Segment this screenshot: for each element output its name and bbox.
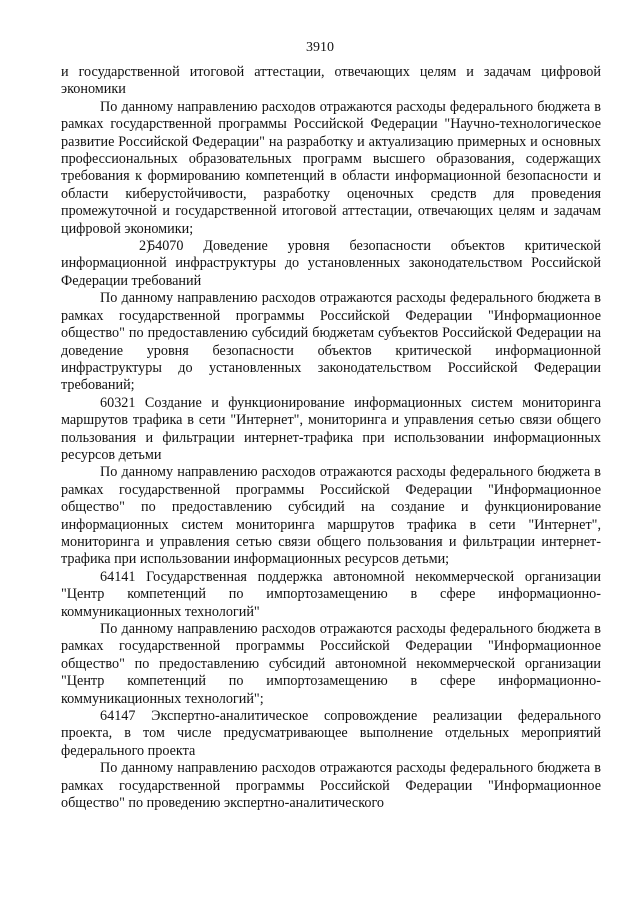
paragraph-expense-item xyxy=(61,238,601,290)
paragraph-description: По данному направлению расходов отражаются расходы федерального бюджета в рамках государственной программы Российской Федерации "Информационное общество" по проведению экспертно-аналитического xyxy=(61,760,601,812)
paragraph-description: По данному направлению расходов отражаются расходы федерального бюджета в рамках государственной программы Российской Федерации "Информационное общество" по предоставлению субсидий бюджетам субъектов Российской Федерации на доведение уровня безопасности объектов критической информационной инфраструктуры до установленных законодательством Российской Федерации требований; xyxy=(61,290,601,394)
item-text: 54070 Доведение уровня безопасности объектов критической информационной инфраструктуры до установленных законодательством Российской Федерации требований xyxy=(61,238,601,289)
paragraph-expense-item: 64147 Экспертно-аналитическое сопровождение реализации федерального проекта, в том числе предусматривающее выполнение отдельных мероприятий федерального проекта xyxy=(61,708,601,759)
paragraph-description: По данному направлению расходов отражаются расходы федерального бюджета в рамках государственной программы Российской Федерации "Научно-технологическое развитие Российской Федерации" на разработку и актуализацию примерных и основных профессиональных образовательных программ высшего образования, содержащих требования к формированию компетенций в области информационной безопасности и области киберустойчивости, разработку оценочных средств для проведения промежуточной и государственной итоговой аттестации, отвечающих целям и задачам цифровой экономики; xyxy=(61,98,601,237)
page-number: 3910 xyxy=(306,40,334,55)
paragraph-continuation: и государственной итоговой аттестации, отвечающих целям и задачам цифровой экономики xyxy=(61,64,601,98)
item-number: 2) xyxy=(139,238,151,255)
paragraph-expense-item: 60321 Создание и функционирование информационных систем мониторинга маршрутов трафика в сети "Интернет", мониторинга и управления сетью связи общего пользования и фильтрации интернет-трафика при использовании информационных ресурсов детьми xyxy=(61,394,601,463)
paragraph-description: По данному направлению расходов отражаются расходы федерального бюджета в рамках государственной программы Российской Федерации "Информационное общество" по предоставлению субсидий на создание и функционирование информационных систем мониторинга маршрутов трафика в сети "Интернет", мониторинга и управления сетью связи общего пользования и фильтрации интернет-трафика при использовании информационных ресурсов детьми; xyxy=(61,464,601,568)
paragraph-expense-item: 64141 Государственная поддержка автономной некоммерческой организации "Центр компетенций по импортозамещению в сфере информационно-коммуникационных технологий" xyxy=(61,568,601,620)
paragraph-description: По данному направлению расходов отражаются расходы федерального бюджета в рамках государственной программы Российской Федерации "Информационное общество" по предоставлению субсидий автономной некоммерческой организации "Центр компетенций по импортозамещению в сфере информационно-коммуникационных технологий"; xyxy=(61,621,601,707)
document-body xyxy=(61,64,601,812)
